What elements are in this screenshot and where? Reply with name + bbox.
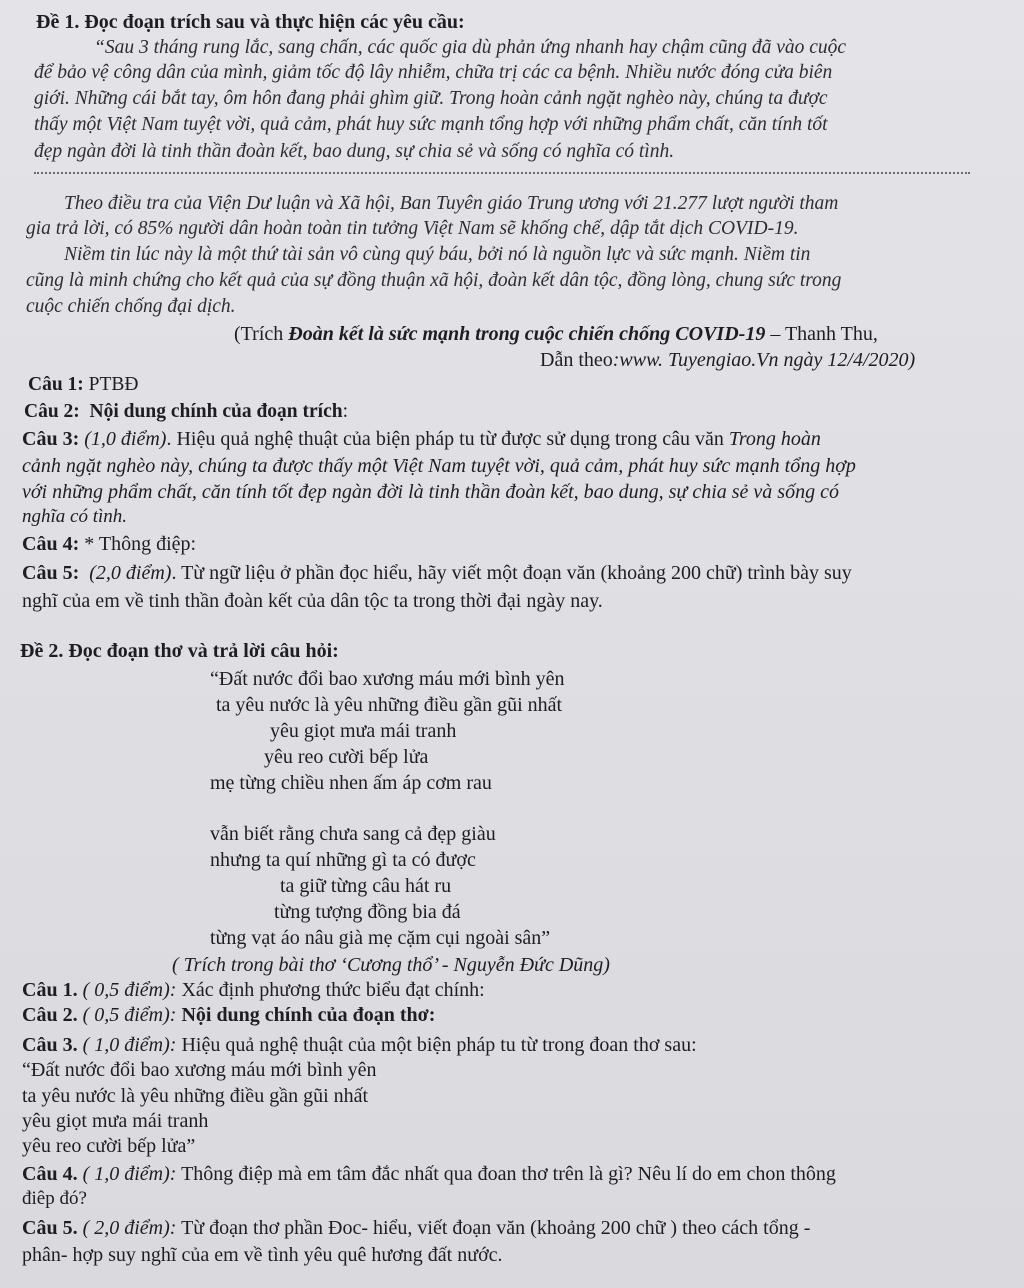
- q-text: Nội dung chính của đoạn trích: [89, 401, 343, 422]
- q-text: . Từ ngữ liệu ở phần đọc hiểu, hãy viết một đoạn văn (khoảng 200 chữ) trình bày suy: [171, 562, 852, 584]
- q-text: * Thông điệp:: [79, 533, 197, 555]
- de1-passage2-line-2: gia trả lời, có 85% người dân hoàn toàn tin tưởng Việt Nam sẽ khống chế, dập tắt dịch COVID-19.: [26, 218, 799, 239]
- de2-question-3: [22, 1033, 697, 1057]
- source-prefix: (Trích: [234, 323, 289, 345]
- q-score: ( 2,0 điểm):: [77, 1217, 177, 1239]
- q-label: Câu 4.: [22, 1163, 78, 1185]
- poem-line-2: ta yêu nước là yêu những điều gần gũi nhất: [216, 694, 563, 716]
- q-score: (1,0 điểm): [79, 428, 167, 450]
- q-text: Xác định phương thức biểu đạt chính:: [176, 979, 485, 1001]
- q-score: (2,0 điểm): [89, 562, 172, 584]
- poem-line-5: mẹ từng chiều nhen ấm áp cơm rau: [210, 772, 492, 794]
- q-label: Câu 2:: [24, 401, 80, 422]
- q-label: Câu 4:: [22, 533, 80, 555]
- poem-line-9: từng tượng đồng bia đá: [274, 901, 461, 923]
- de1-passage2-line-3: Niềm tin lúc này là một thứ tài sản vô cùng quý báu, bởi nó là nguồn lực và sức mạnh. Niềm tin: [64, 244, 811, 265]
- de2-q3-quote-line-1: “Đất nước đổi bao xương máu mới bình yên: [22, 1059, 377, 1081]
- poem-line-10: từng vạt áo nâu già mẹ cặm cụi ngoài sân”: [210, 927, 551, 949]
- de1-passage2-line-1: Theo điều tra của Viện Dư luận và Xã hội, Ban Tuyên giáo Trung ương với 21.277 lượt người tham: [64, 193, 839, 214]
- de2-q3-quote-line-3: yêu giọt mưa mái tranh: [22, 1110, 209, 1132]
- de1-passage2-line-5: cuộc chiến chống đại dịch.: [26, 296, 236, 317]
- poem-line-3: yêu giọt mưa mái tranh: [270, 720, 457, 742]
- de1-passage2-line-4: cũng là minh chứng cho kết quả của sự đồng thuận xã hội, đoàn kết dân tộc, đồng lòng, chung sức trong: [26, 270, 842, 291]
- de1-question-4: [22, 532, 196, 556]
- omission-dotted-line: [34, 172, 970, 174]
- de1-question-5: [22, 561, 852, 585]
- poem-line-4: yêu reo cười bếp lửa: [264, 746, 429, 768]
- q-label: Câu 2.: [22, 1004, 78, 1026]
- de1-heading: Đề 1. Đọc đoạn trích sau và thực hiện các yêu cầu:: [36, 11, 465, 33]
- de1-question-3-quote-line-3: nghĩa có tình.: [22, 506, 128, 527]
- de2-q3-quote-line-4: yêu reo cười bếp lửa”: [22, 1135, 196, 1157]
- de1-source-line-2: [540, 348, 915, 372]
- de2-q3-quote-line-2: ta yêu nước là yêu những điều gần gũi nhất: [22, 1085, 369, 1107]
- de2-heading: Đề 2. Đọc đoạn thơ và trả lời câu hỏi:: [20, 640, 339, 662]
- poem-line-1: “Đất nước đổi bao xương máu mới bình yên: [210, 668, 565, 690]
- de2-question-2: [22, 1003, 435, 1027]
- de1-passage-line-4: thấy một Việt Nam tuyệt vời, quả cảm, phát huy sức mạnh tổng hợp với những phẩm chất, căn tính tốt: [34, 114, 828, 135]
- de2-question-5-line-2: phân- hợp suy nghĩ của em về tình yêu quê hương đất nước.: [22, 1244, 503, 1266]
- q-score: ( 0,5 điểm):: [77, 979, 177, 1001]
- q-score: ( 1,0 điểm):: [77, 1163, 177, 1185]
- q-label: Câu 3:: [22, 428, 80, 450]
- source-author: – Thanh Thu,: [765, 323, 878, 345]
- de1-passage-line-2: để bảo vệ công dân của mình, giảm tốc độ lây nhiễm, chữa trị các ca bệnh. Nhiều nước đóng cửa biên: [34, 62, 833, 83]
- q-label: Câu 5:: [22, 562, 80, 584]
- source-url-date: :www. Tuyengiao.Vn ngày 12/4/2020): [612, 349, 916, 371]
- q-text: Từ đoạn thơ phần Đoc- hiểu, viết đoạn văn (khoảng 200 chữ ) theo cách tổng -: [176, 1217, 811, 1239]
- de1-question-5-line-2: nghĩ của em về tinh thần đoàn kết của dân tộc ta trong thời đại ngày nay.: [22, 590, 603, 612]
- poem-line-8: ta giữ từng câu hát ru: [280, 875, 452, 897]
- q-score: ( 1,0 điểm):: [77, 1034, 177, 1056]
- de1-question-1: [28, 373, 139, 397]
- q-text: Hiệu quả nghệ thuật của một biện pháp tu từ trong đoan thơ sau:: [176, 1034, 697, 1056]
- source-title: Đoàn kết là sức mạnh trong cuộc chiến chống COVID-19: [288, 323, 766, 345]
- de1-source-line-1: [234, 322, 878, 346]
- de1-passage-line-3: giới. Những cái bắt tay, ôm hôn đang phải ghìm giữ. Trong hoàn cảnh ngặt nghèo này, chúng ta được: [34, 88, 828, 109]
- q-text: Nội dung chính của đoạn thơ:: [176, 1004, 436, 1026]
- q-text: Thông điệp mà em tâm đắc nhất qua đoan thơ trên là gì? Nêu lí do em chon thông: [176, 1163, 836, 1185]
- de1-passage-line-1: “Sau 3 tháng rung lắc, sang chấn, các quốc gia dù phản ứng nhanh hay chậm cũng đã vào cuộc: [94, 37, 847, 58]
- poem-source: ( Trích trong bài thơ ‘Cương thổ’ - Nguyễn Đức Dũng): [172, 954, 610, 976]
- poem-line-7: nhưng ta quí những gì ta có được: [210, 849, 476, 871]
- poem-line-6: vẫn biết rằng chưa sang cả đẹp giàu: [210, 823, 496, 845]
- de1-question-3-quote-line-1: cảnh ngặt nghèo này, chúng ta được thấy một Việt Nam tuyệt vời, quả cảm, phát huy sức mạnh tổng hợp: [22, 455, 856, 477]
- de1-passage-line-5: đẹp ngàn đời là tinh thần đoàn kết, bao dung, sự chia sẻ và sống có nghĩa có tình.: [34, 141, 675, 162]
- de1-question-3-quote-line-2: với những phẩm chất, căn tính tốt đẹp ngàn đời là tinh thần đoàn kết, bao dung, sự chia sẻ và sống có: [22, 481, 839, 503]
- q-colon: :: [342, 401, 348, 422]
- de2-question-4-line-2: điêp đó?: [22, 1188, 87, 1209]
- de2-question-4: [22, 1162, 836, 1186]
- q-label: Câu 1.: [22, 979, 78, 1001]
- q-text: . Hiệu quả nghệ thuật của biện pháp tu từ được sử dụng trong câu văn: [166, 428, 729, 450]
- q-quote: Trong hoàn: [728, 428, 821, 450]
- de2-question-1: [22, 978, 485, 1002]
- q-score: ( 0,5 điểm):: [77, 1004, 177, 1026]
- de1-question-2: [24, 400, 348, 424]
- q-label: Câu 1:: [28, 374, 84, 395]
- q-label: Câu 5.: [22, 1217, 78, 1239]
- q-label: Câu 3.: [22, 1034, 78, 1056]
- de2-question-5: [22, 1216, 810, 1240]
- source-dan-theo: Dẫn theo: [540, 349, 613, 371]
- de1-question-3: [22, 427, 821, 451]
- q-text: PTBĐ: [83, 374, 139, 395]
